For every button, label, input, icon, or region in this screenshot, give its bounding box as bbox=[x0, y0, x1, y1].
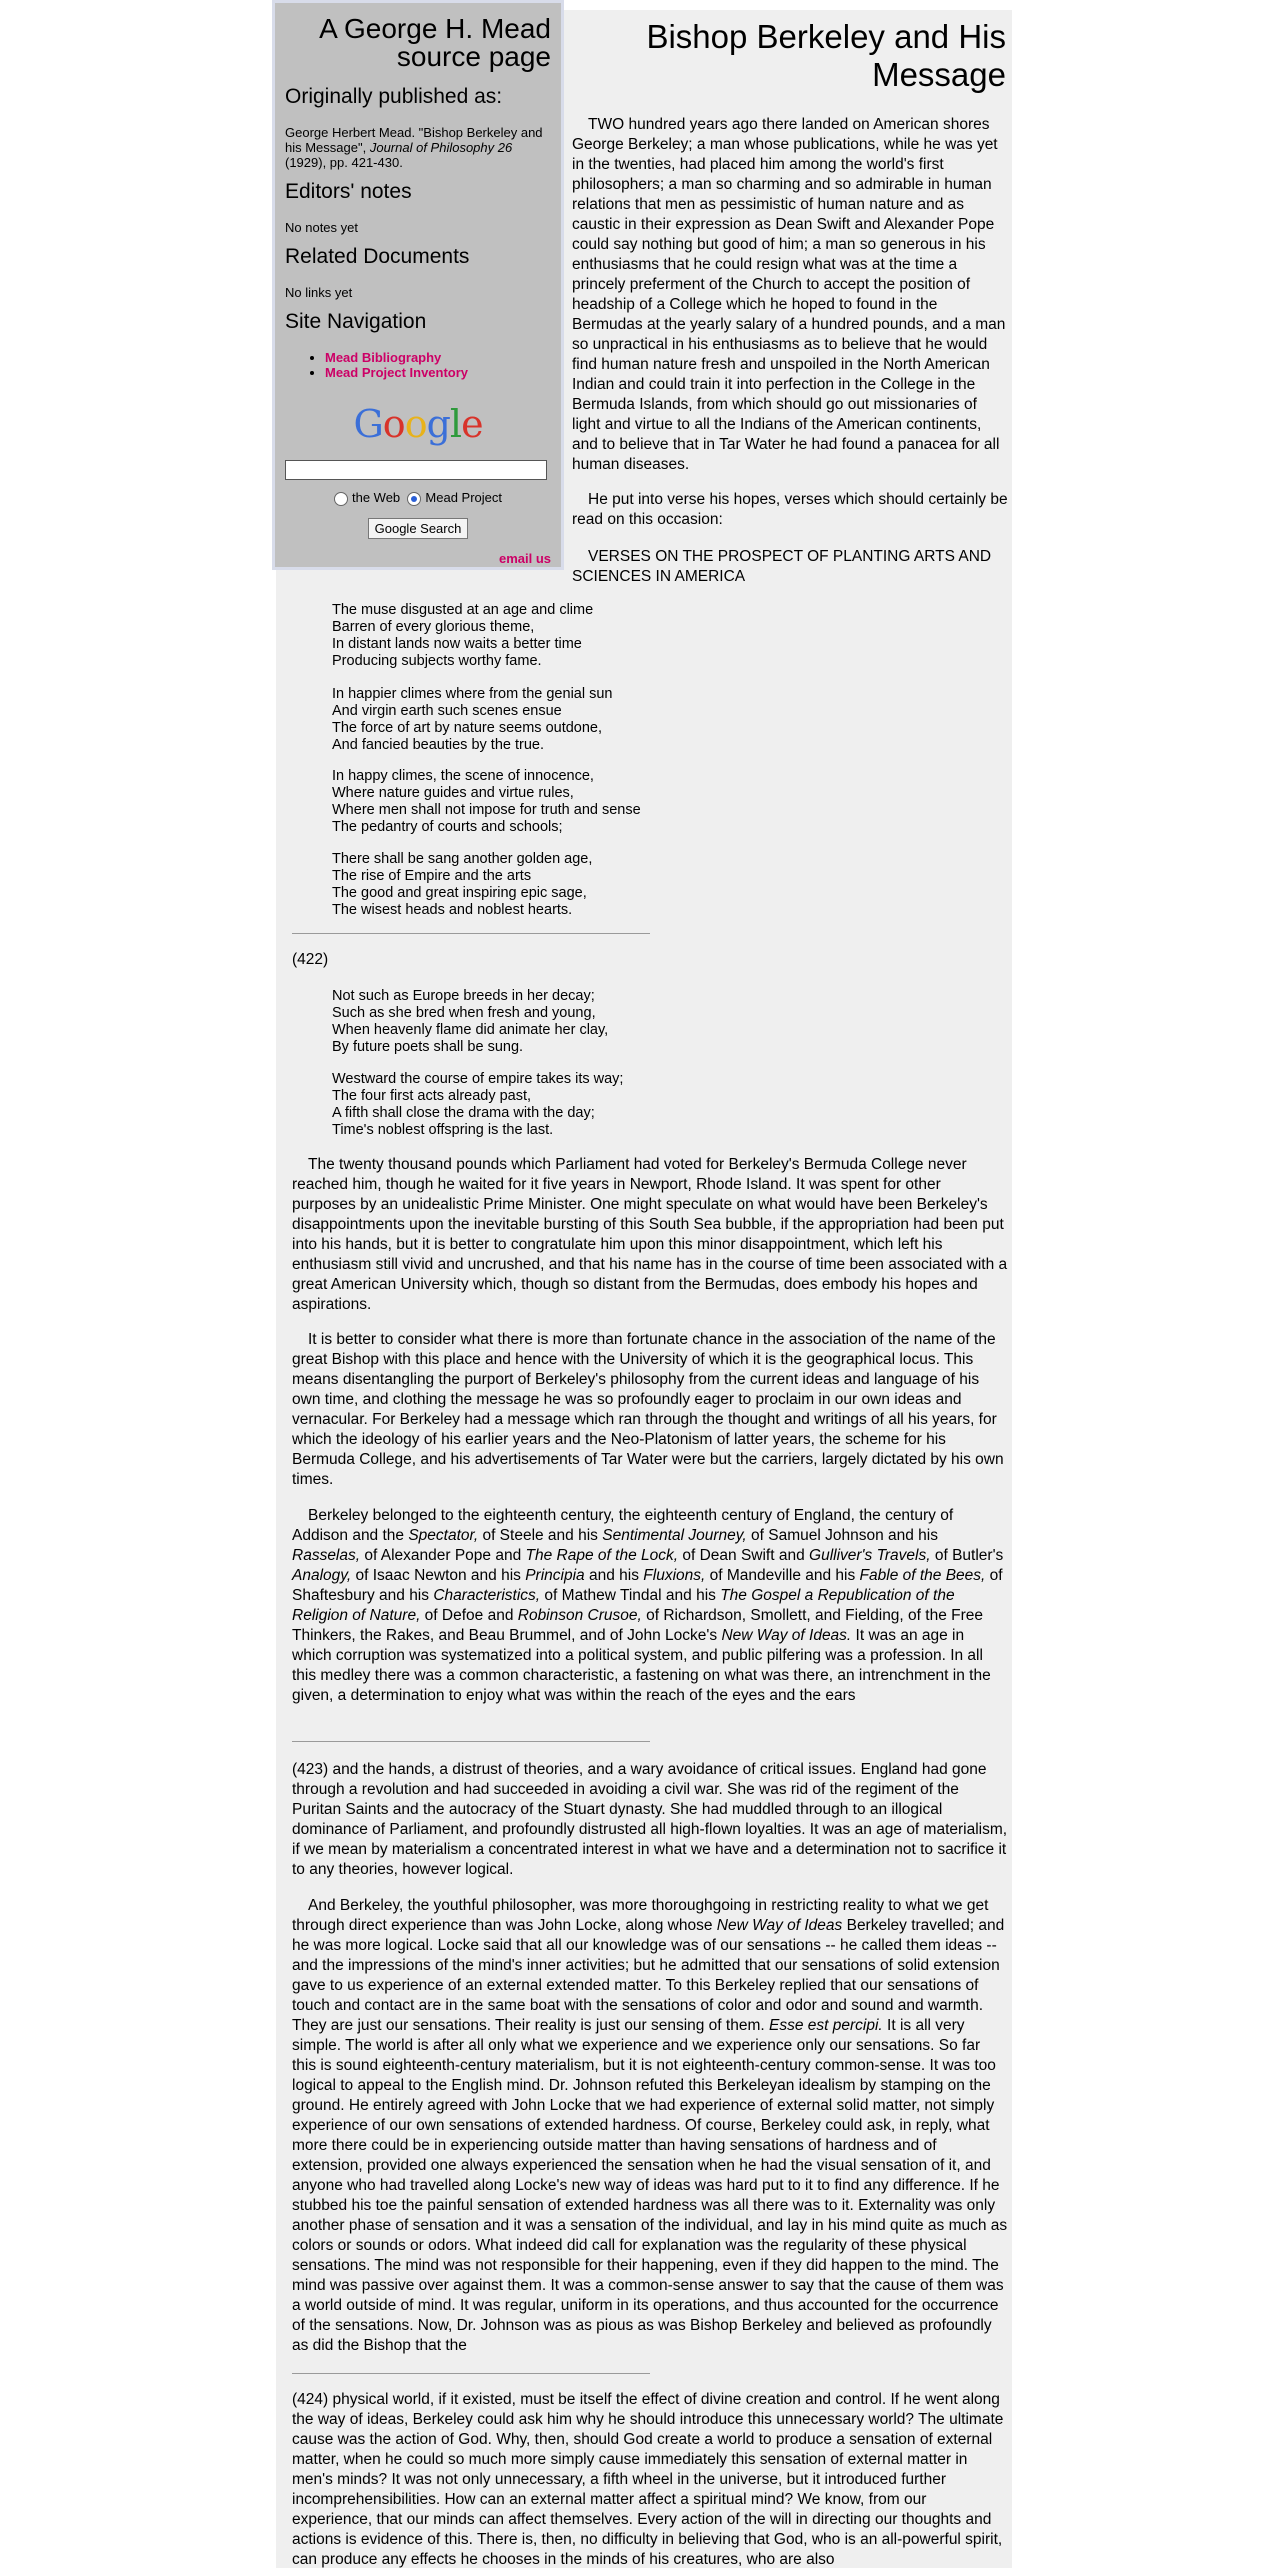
google-logo: Google bbox=[353, 402, 483, 446]
nav-item-inventory bbox=[325, 365, 551, 380]
verse-line: Where nature guides and virtue rules, bbox=[332, 785, 574, 801]
verse-line: By future poets shall be sung. bbox=[332, 1039, 524, 1055]
google-search-button[interactable]: Google Search bbox=[368, 518, 469, 539]
stanza-6 bbox=[332, 1071, 732, 1139]
radio-the-web[interactable] bbox=[334, 492, 348, 506]
search-input[interactable] bbox=[285, 460, 547, 480]
verse-line: The rise of Empire and the arts bbox=[332, 868, 532, 884]
verse-line: Where men shall not impose for truth and sense bbox=[332, 802, 641, 818]
verse-line: When heavenly flame did animate her clay, bbox=[332, 1022, 609, 1038]
stanza-2 bbox=[332, 686, 732, 754]
paragraph-2: He put into verse his hopes, verses which should certainly be read on this occasion: bbox=[572, 491, 1008, 528]
sidebar bbox=[272, 0, 564, 570]
radio-mead-project[interactable] bbox=[407, 492, 421, 506]
stanza-5 bbox=[332, 988, 732, 1056]
radio-mead-project-label: Mead Project bbox=[425, 490, 502, 505]
sidebar-title: A George H. Mead source page bbox=[319, 13, 551, 72]
verse-line: Time's noblest offspring is the last. bbox=[332, 1122, 554, 1138]
verse-line: The wisest heads and noblest hearts. bbox=[332, 902, 573, 918]
page-number-422: (422) bbox=[292, 951, 329, 968]
related-documents-text: No links yet bbox=[285, 285, 353, 300]
verse-line: Not such as Europe breeds in her decay; bbox=[332, 988, 595, 1004]
editors-notes-heading: Editors' notes bbox=[285, 180, 412, 203]
verse-line: In happier climes where from the genial sun bbox=[332, 686, 613, 702]
editors-notes-text: No notes yet bbox=[285, 220, 358, 235]
page-divider bbox=[292, 1741, 650, 1742]
page-title: Bishop Berkeley and His Message bbox=[646, 18, 1006, 93]
verse-title: VERSES ON THE PROSPECT OF PLANTING ARTS AND SCIENCES IN AMERICA bbox=[572, 548, 992, 585]
related-documents-heading: Related Documents bbox=[285, 245, 470, 268]
stanza-4 bbox=[332, 851, 732, 919]
search-scope bbox=[285, 490, 551, 506]
verse-line: A fifth shall close the drama with the day; bbox=[332, 1105, 595, 1121]
page-divider bbox=[292, 2373, 650, 2374]
paragraph-8: (424) physical world, if it existed, must be itself the effect of divine creation and control. If he went along the way of ideas, Berkeley could ask him why he should introduce this unnecessary world? The ultimate cause was the action of God. Why, then, should God create a world to produce a sensation of external matter, when he could so much more simply cause immediately this sensation of external matter in men's minds? It was not only unnecessary, a fifth wheel in the universe, but it introduced further incomprehensibilities. How can an external matter affect a spiritual mind? We know, from our experience, that our minds can affect themselves. Every action of the will in directing our thoughts and actions is evidence of this. There is, then, no difficulty in believing that God, who is an all-powerful spirit, can produce any effects he chooses in the minds of his creatures, who are also bbox=[292, 2391, 1004, 2568]
nav-item-bibliography bbox=[325, 350, 551, 365]
stanza-3 bbox=[332, 768, 732, 836]
email-us-link[interactable]: email us bbox=[498, 550, 551, 566]
paragraph-6: (423) and the hands, a distrust of theories, and a wary avoidance of critical issues. England had gone through a revolution and had succeeded in avoiding a civil war. She was rid of the regiment of the Puritan Saints and the autocracy of the Stuart dynasty. She had muddled through to an illogical dominance of Parliament, and profoundly distrusted all high-flown loyalties. It was an age of materialism, if we mean by materialism a concentrated interest in what we have and a determination not to sacrifice it to any theories, however logical. bbox=[292, 1761, 1008, 1878]
paragraph-4: It is better to consider what there is more than fortunate chance in the association of the name of the great Bishop with this place and hence with the University of which it is the geographical locus. This means disentangling the purport of Berkeley's philosophy from the current ideas and language of his own time, and clothing the message he was so profoundly eager to proclaim in our own ideas and vernacular. For Berkeley had a message which ran through the thought and writings of all his years, for which the ideology of his earlier years and the Neo-Platonism of latter years, the scheme for his Bermuda College, and his advertisements of Tar Water were but the carriers, largely dictated by his own times. bbox=[292, 1331, 1004, 1488]
site-navigation-list bbox=[285, 350, 551, 380]
verse-line: Producing subjects worthy fame. bbox=[332, 653, 542, 669]
site-navigation-heading: Site Navigation bbox=[285, 310, 427, 333]
verse-line: The four first acts already past, bbox=[332, 1088, 532, 1104]
paragraph-3: The twenty thousand pounds which Parliament had voted for Berkeley's Bermuda College never reached him, though he waited for it five years in Newport, Rhode Island. It was spent for other purposes by an unidealistic Prime Minister. One might speculate on what would have been Berkeley's disappointments upon the inevitable bursting of this South Sea bubble, if the appropriation had been put into his hands, but it is better to congratulate him upon this minor disappointment, which left his enthusiasm still vivid and uncrushed, and that his name has in the course of time been associated with a great American University which, though so distant from the Bermudas, does embody his hopes and aspirations. bbox=[292, 1156, 1008, 1313]
paragraph-1: TWO hundred years ago there landed on American shores George Berkeley; a man whose publications, while he was yet in the twenties, had placed him among the world's first philosophers; a man so charming and so admirable in human relations that men as pessimistic of human nature and as caustic in their expression as Dean Swift and Alexander Pope could say nothing but good of him; a man so generous in his enthusiasms that he could resign what was at the time a princely preferment of the Church to accept the position of headship of a College which he hoped to found in the Bermudas at the yearly salary of a hundred pounds, and a man so unpractical in his enthusiasms as to believe that he would find human nature fresh and unspoiled in the North American Indian and could train it into perfection in the College in the Bermuda Islands, from which should go out missionaries of light and virtue to all the Indians of the American continents, and to believe that in Tar Water he had found a panacea for all human diseases. bbox=[572, 116, 1006, 473]
nav-link-mead-project-inventory[interactable]: Mead Project Inventory bbox=[325, 365, 469, 380]
paragraph-5: Berkeley belonged to the eighteenth century, the eighteenth century of England, the century of Addison and the Spectator, of Steele and his Sentimental Journey, of Samuel Johnson and his Rasselas, of Alexander Pope and The Rape of the Lock, of Dean Swift and Gulliver's Travels, of Butler's Analogy, of Isaac Newton and his Principia and his Fluxions, of Mandeville and his Fable of the Bees, of Shaftesbury and his Characteristics, of Mathew Tindal and his The Gospel a Republication of the Religion of Nature, of Defoe and Robinson Crusoe, of Richardson, Smollett, and Fielding, of the Free Thinkers, the Rakes, and Beau Brummel, and of John Locke's New Way of Ideas. It was an age in which corruption was systematized into a political system, and public pilfering was a profession. In all this medley there was a common characteristic, a fastening on what was there, an intrenchment in the given, a determination to enjoy what was within the reach of the eyes and the ears bbox=[292, 1507, 1004, 1704]
verse-line: And fancied beauties by the true. bbox=[332, 737, 545, 753]
published-heading: Originally published as: bbox=[285, 85, 503, 108]
verse-line: The muse disgusted at an age and clime bbox=[332, 602, 594, 618]
nav-link-mead-bibliography[interactable]: Mead Bibliography bbox=[325, 350, 442, 365]
verse-line: Westward the course of empire takes its way; bbox=[332, 1071, 624, 1087]
verse-line: Barren of every glorious theme, bbox=[332, 619, 535, 635]
page-divider bbox=[292, 933, 650, 934]
verse-line: And virgin earth such scenes ensue bbox=[332, 703, 562, 719]
paragraph-7: And Berkeley, the youthful philosopher, was more thoroughgoing in restricting reality to what we get through direct experience than was John Locke, along whose New Way of Ideas Berkeley travelled; and he was more logical. Locke said that all our knowledge was of our sensations -- he called them ideas -- and the impressions of the mind's inner activities; but he admitted that our sensations of solid extension gave to us experience of an external extended matter. To this Berkeley replied that our sensations of touch and contact are in the same boat with the sensations of color and odor and sound and warmth. They are just our sensations. Their reality is just our sensing of them. Esse est percipi. It is all very simple. The world is after all only what we experience and we experience only our sensations. So far this is sound eighteenth-century materialism, but it is not eighteenth-century common-sense. It was too logical to appeal to the English mind. Dr. Johnson refuted this Berkeleyan idealism by stamping on the ground. He entirely agreed with John Locke that we had experience of external solid matter, not simply experience of our own sensations of extended hardness. Of course, Berkeley could ask, in reply, what more there could be in experiencing outside matter than having sensations of hardness and of extension, provided one always experienced the sensation when he had the visual sensation of it, and anyone who had travelled along Locke's new way of ideas was hard put to it to find any difference. If he stubbed his toe the painful sensation of extended hardness was all there was to it. Externality was only another phase of sensation and it was a sensation of the individual, and lay in his mind quite as much as colors or sounds or odors. What indeed did call for explanation was the regularity of these physical sensations. The mind was not responsible for their happening, even if they did happen to the mind. The mind was passive over against them. It was a common-sense answer to say that the cause of them was a world outside of mind. It was regular, uniform in its operations, and thus accounted for the occurrence of the sensations. Now, Dr. Johnson was as pious as was Bishop Berkeley and believed as profoundly as did the Bishop that the bbox=[292, 1897, 1008, 2354]
verse-line: In happy climes, the scene of innocence, bbox=[332, 768, 594, 784]
verse-line: The force of art by nature seems outdone, bbox=[332, 720, 603, 736]
citation: George Herbert Mead. "Bishop Berkeley and his Message", Journal of Philosophy 26 (1929), pp. 421-430. bbox=[285, 125, 543, 170]
verse-line: In distant lands now waits a better time bbox=[332, 636, 582, 652]
verse-line: The good and great inspiring epic sage, bbox=[332, 885, 587, 901]
verse-line: Such as she bred when fresh and young, bbox=[332, 1005, 596, 1021]
stanza-1 bbox=[332, 602, 732, 670]
verse-line: There shall be sang another golden age, bbox=[332, 851, 593, 867]
verse-line: The pedantry of courts and schools; bbox=[332, 819, 563, 835]
radio-the-web-label: the Web bbox=[351, 490, 401, 505]
